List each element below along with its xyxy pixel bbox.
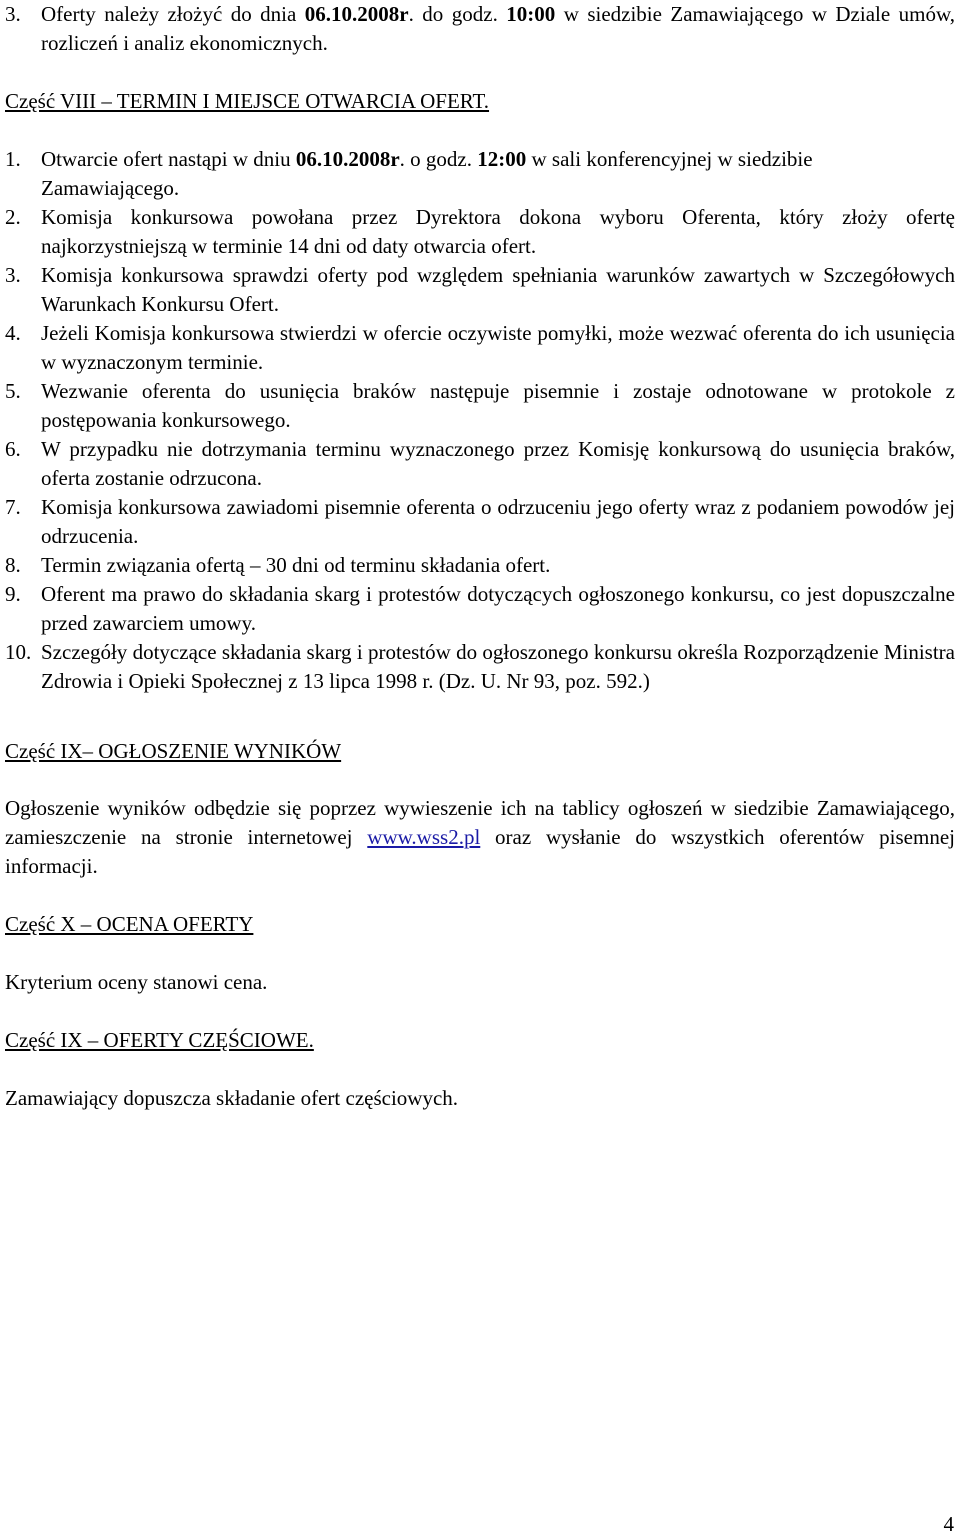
list-number: 7. [5, 495, 21, 519]
list-item [5, 145, 955, 203]
list-item [5, 377, 955, 435]
document-page [5, 0, 955, 1113]
list-number: 5. [5, 379, 21, 403]
list-text: Komisja konkursowa powołana przez Dyrektora dokona wyboru Oferenta, który złoży ofertę najkorzystniejszą w terminie 14 dni od daty otwarcia ofert. [41, 205, 955, 258]
partial-offers-paragraph: Zamawiający dopuszcza składanie ofert częściowych. [5, 1086, 459, 1110]
section-heading-part11: Część IX – OFERTY CZĘŚCIOWE. [5, 1028, 314, 1052]
website-link[interactable]: www.wss2.pl [367, 825, 481, 849]
list-item [5, 203, 955, 261]
list-number: 1. [5, 147, 21, 171]
list-number: 8. [5, 553, 21, 577]
results-paragraph: Ogłoszenie wyników odbędzie się poprzez wywieszenie ich na tablicy ogłoszeń w siedzibie Zamawiającego, zamieszczenie na stronie internetowej www.wss2.pl oraz wysłanie do wszystkich oferentów pisemnej informacji. [5, 796, 955, 878]
section-heading-part9: Część IX– OGŁOSZENIE WYNIKÓW [5, 739, 342, 763]
list-text: W przypadku nie dotrzymania terminu wyznaczonego przez Komisję konkursową do usunięcia braków, oferta zostanie odrzucona. [41, 437, 955, 490]
list-number: 3. [5, 2, 21, 26]
list-text: Oferty należy złożyć do dnia 06.10.2008r. do godz. 10:00 w siedzibie Zamawiającego w Dziale umów, rozliczeń i analiz ekonomicznych. [41, 2, 955, 55]
list-text: Komisja konkursowa sprawdzi oferty pod względem spełniania warunków zawartych w Szczegółowych Warunkach Konkursu Ofert. [41, 263, 955, 316]
list-number: 3. [5, 263, 21, 287]
list-text: Komisja konkursowa zawiadomi pisemnie oferenta o odrzuceniu jego oferty wraz z podaniem powodów jej odrzucenia. [41, 495, 955, 548]
list-item [5, 493, 955, 551]
list-text: Jeżeli Komisja konkursowa stwierdzi w ofercie oczywiste pomyłki, może wezwać oferenta do ich usunięcia w wyznaczonym terminie. [41, 321, 955, 374]
list-number: 2. [5, 205, 21, 229]
list-item [5, 319, 955, 377]
list-item [5, 0, 955, 58]
list-number: 9. [5, 582, 21, 606]
list-number: 4. [5, 321, 21, 345]
list-item [5, 261, 955, 319]
list-text: Otwarcie ofert nastąpi w dniu 06.10.2008r. o godz. 12:00 w sali konferencyjnej w siedzibie Zamawiającego. [41, 147, 813, 200]
evaluation-paragraph: Kryterium oceny stanowi cena. [5, 970, 268, 994]
page-number: 4 [943, 1512, 954, 1536]
list-item [5, 551, 955, 580]
list-item [5, 580, 955, 638]
list-text: Termin związania ofertą – 30 dni od terminu składania ofert. [41, 553, 551, 577]
list-text: Oferent ma prawo do składania skarg i protestów dotyczących ogłoszonego konkursu, co jest dopuszczalne przed zawarciem umowy. [41, 582, 955, 635]
list-text: Wezwanie oferenta do usunięcia braków następuje pisemnie i zostaje odnotowane w protokole z postępowania konkursowego. [41, 379, 955, 432]
list-number: 10. [5, 640, 32, 664]
section-heading-part8: Część VIII – TERMIN I MIEJSCE OTWARCIA OFERT. [5, 89, 490, 113]
section-heading-part10: Część X – OCENA OFERTY [5, 912, 254, 936]
list-text: Szczegóły dotyczące składania skarg i protestów do ogłoszonego konkursu określa Rozporządzenie Ministra Zdrowia i Opieki Społecznej z 13 lipca 1998 r. (Dz. U. Nr 93, poz. 592.) [41, 640, 955, 693]
list-item [5, 435, 955, 493]
list-item [5, 638, 955, 696]
list-number: 6. [5, 437, 21, 461]
